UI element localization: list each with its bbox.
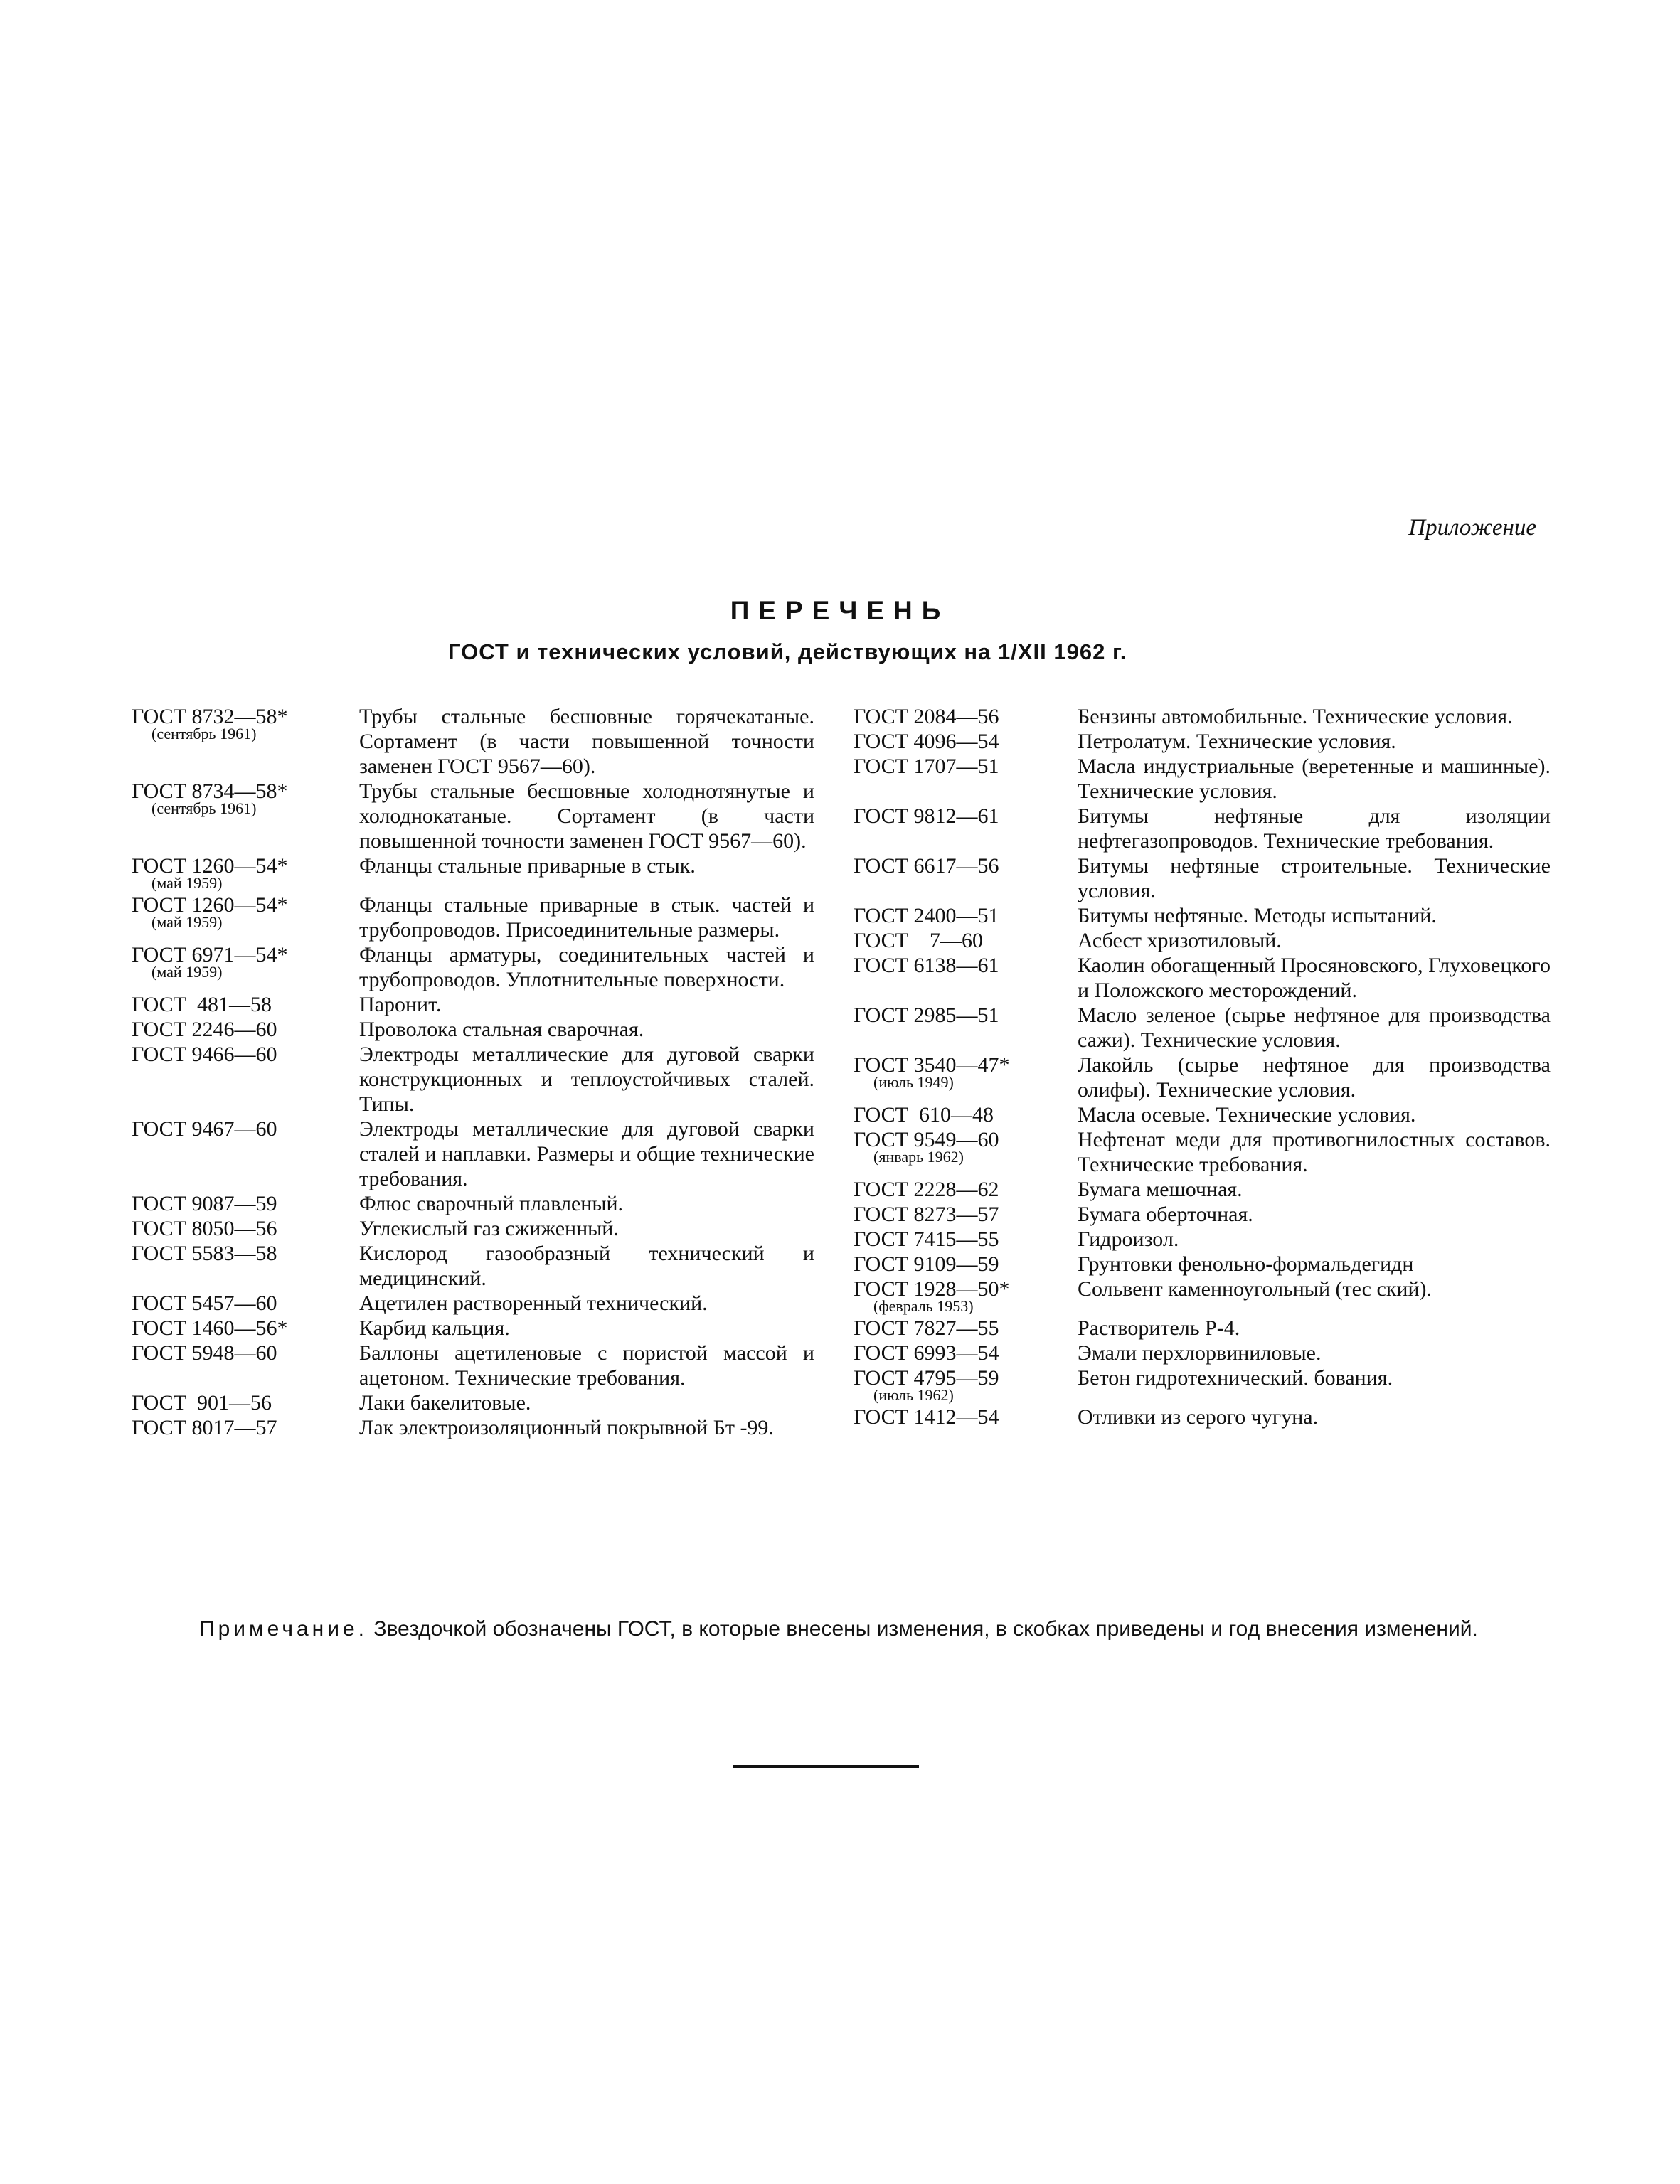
- gost-code-cell: [132, 1390, 359, 1415]
- gost-number: ГОСТ 9467—60: [132, 1117, 277, 1141]
- gost-number: ГОСТ 6971—54*: [132, 943, 288, 966]
- gost-amendment-date: (январь 1962): [873, 1148, 964, 1166]
- gost-code-cell: [854, 704, 1078, 729]
- gost-code-cell: [132, 893, 359, 932]
- gost-description: Отливки из серого чугуна.: [1078, 1405, 1319, 1429]
- gost-number: ГОСТ 9109—59: [854, 1252, 999, 1276]
- gost-description: Лак электроизоляционный покрывной Бт -99.: [359, 1416, 774, 1439]
- gost-number: ГОСТ 7827—55: [854, 1316, 999, 1340]
- end-rule: [733, 1765, 919, 1768]
- gost-entry: [132, 1316, 814, 1341]
- gost-description: Масла осевые. Технические условия.: [1078, 1103, 1416, 1126]
- gost-entry: [132, 1341, 814, 1390]
- gost-number: ГОСТ 1412—54: [854, 1405, 999, 1429]
- appendix-label: Приложение: [1408, 515, 1536, 540]
- gost-entry: [854, 754, 1551, 804]
- gost-code-cell: [854, 729, 1078, 754]
- page-subtitle: ГОСТ и технических условий, действующих на 1/XII 1962 г.: [448, 639, 1127, 664]
- gost-description: Растворитель Р-4.: [1078, 1316, 1240, 1340]
- gost-entry: [132, 704, 814, 779]
- gost-code-cell: [854, 1102, 1078, 1127]
- gost-code-cell: [132, 1341, 359, 1365]
- gost-amendment-date: (май 1959): [151, 874, 223, 892]
- gost-description: Баллоны ацетиленовые с пористой массой и ацетоном. Технические требования.: [359, 1341, 814, 1390]
- gost-code-cell: [132, 1017, 359, 1042]
- gost-number: ГОСТ 5948—60: [132, 1341, 277, 1365]
- gost-code-cell: [132, 1191, 359, 1216]
- gost-number: ГОСТ 1707—51: [854, 755, 999, 778]
- gost-code-cell: [132, 1216, 359, 1241]
- gost-description: Фланцы арматуры, соединительных частей и трубопроводов. Уплотнительные поверхности.: [359, 943, 814, 991]
- gost-entry: [854, 1227, 1551, 1252]
- gost-description: Электроды металлические для дуговой сварки конструкционных и теплоустойчивых сталей. Типы.: [359, 1043, 814, 1116]
- gost-description: Углекислый газ сжиженный.: [359, 1217, 619, 1240]
- gost-description: Кислород газообразный технический и медицинский.: [359, 1242, 814, 1290]
- gost-description: Нефтенат меди для противогнилостных составов. Технические требования.: [1078, 1128, 1551, 1176]
- gost-number: ГОСТ 3540—47*: [854, 1053, 1010, 1077]
- gost-number: ГОСТ 8050—56: [132, 1217, 277, 1240]
- gost-number: ГОСТ 2084—56: [854, 705, 999, 728]
- left-column: [132, 704, 814, 1440]
- gost-entry: [854, 1003, 1551, 1053]
- gost-entry: [854, 804, 1551, 853]
- gost-code-cell: [132, 1316, 359, 1341]
- gost-code-cell: [854, 853, 1078, 878]
- gost-number: ГОСТ 6993—54: [854, 1341, 999, 1365]
- gost-entry: [132, 1117, 814, 1191]
- gost-description: Проволока стальная сварочная.: [359, 1018, 644, 1041]
- gost-code-cell: [132, 1241, 359, 1266]
- right-column: [854, 704, 1551, 1429]
- gost-code-cell: [854, 953, 1078, 978]
- gost-number: ГОСТ 7415—55: [854, 1227, 999, 1251]
- gost-code-cell: [132, 1415, 359, 1440]
- gost-number: ГОСТ 901—56: [132, 1391, 272, 1415]
- gost-entry: [132, 942, 814, 992]
- gost-entry: [132, 1017, 814, 1042]
- gost-entry: [132, 1241, 814, 1291]
- gost-number: ГОСТ 610—48: [854, 1103, 994, 1126]
- gost-description: Эмали перхлорвиниловые.: [1078, 1341, 1322, 1365]
- gost-amendment-date: (май 1959): [151, 963, 223, 981]
- page-title: ПЕРЕЧЕНЬ: [730, 596, 950, 625]
- gost-entry: [854, 1316, 1551, 1341]
- gost-description: Лаки бакелитовые.: [359, 1391, 531, 1415]
- gost-number: ГОСТ 8732—58*: [132, 705, 288, 728]
- gost-number: ГОСТ 2985—51: [854, 1003, 999, 1027]
- gost-amendment-date: (сентябрь 1961): [151, 725, 257, 742]
- gost-code-cell: [854, 1227, 1078, 1252]
- gost-description: Ацетилен растворенный технический.: [359, 1291, 708, 1315]
- gost-number: ГОСТ 9812—61: [854, 804, 999, 828]
- gost-code-cell: [132, 992, 359, 1017]
- gost-entry: [132, 779, 814, 853]
- gost-number: ГОСТ 1460—56*: [132, 1316, 288, 1340]
- gost-description: Битумы нефтяные. Методы испытаний.: [1078, 904, 1437, 927]
- gost-number: ГОСТ 1928—50*: [854, 1277, 1010, 1301]
- gost-description: Бензины автомобильные. Технические условия.: [1078, 705, 1513, 728]
- gost-number: ГОСТ 6617—56: [854, 854, 999, 878]
- gost-code-cell: [854, 1365, 1078, 1405]
- gost-amendment-date: (февраль 1953): [873, 1297, 974, 1315]
- gost-description: Лакойль (сырье нефтяное для производства олифы). Технические условия.: [1078, 1053, 1551, 1102]
- gost-number: ГОСТ 2400—51: [854, 904, 999, 927]
- gost-code-cell: [854, 1053, 1078, 1092]
- gost-description: Трубы стальные бесшовные горячекатаные. Сортамент (в части повышенной точности заменен ГОСТ 9567—60).: [359, 705, 814, 778]
- gost-entry: [854, 1127, 1551, 1177]
- gost-code-cell: [132, 1042, 359, 1067]
- gost-description: Битумы нефтяные строительные. Технические условия.: [1078, 854, 1551, 902]
- gost-entry: [854, 704, 1551, 729]
- gost-entry: [854, 1405, 1551, 1429]
- gost-number: ГОСТ 8734—58*: [132, 779, 288, 803]
- gost-code-cell: [854, 1316, 1078, 1341]
- footnote-label: Примечание.: [199, 1617, 368, 1641]
- gost-entry: [132, 853, 814, 893]
- gost-number: ГОСТ 8273—57: [854, 1203, 999, 1226]
- gost-number: ГОСТ 9466—60: [132, 1043, 277, 1066]
- gost-code-cell: [854, 928, 1078, 953]
- gost-number: ГОСТ 5457—60: [132, 1291, 277, 1315]
- gost-entry: [132, 1415, 814, 1440]
- gost-entry: [854, 1277, 1551, 1316]
- footnote: [132, 1616, 1547, 1643]
- gost-entry: [854, 1177, 1551, 1202]
- gost-description: Сольвент каменноугольный (тес ский).: [1078, 1277, 1432, 1301]
- gost-number: ГОСТ 4096—54: [854, 730, 999, 753]
- gost-description: Грунтовки фенольно-формальдегидн: [1078, 1252, 1414, 1276]
- gost-number: ГОСТ 2246—60: [132, 1018, 277, 1041]
- gost-description: Фланцы стальные приварные в стык. частей и трубопроводов. Присоединительные размеры.: [359, 893, 814, 942]
- gost-description: Фланцы стальные приварные в стык.: [359, 854, 696, 878]
- gost-entry: [854, 903, 1551, 928]
- gost-code-cell: [132, 1117, 359, 1141]
- gost-number: ГОСТ 1260—54*: [132, 854, 288, 878]
- gost-amendment-date: (июль 1962): [873, 1386, 954, 1404]
- gost-description: Масла индустриальные (веретенные и машинные). Технические условия.: [1078, 755, 1551, 803]
- gost-description: Паронит.: [359, 993, 442, 1016]
- gost-code-cell: [132, 1291, 359, 1316]
- gost-entry: [132, 1390, 814, 1415]
- gost-code-cell: [854, 754, 1078, 779]
- gost-entry: [854, 953, 1551, 1003]
- gost-description: Бумага мешочная.: [1078, 1178, 1243, 1201]
- gost-entry: [854, 1202, 1551, 1227]
- gost-code-cell: [854, 1003, 1078, 1028]
- gost-code-cell: [854, 1341, 1078, 1365]
- gost-number: ГОСТ 8017—57: [132, 1416, 277, 1439]
- gost-code-cell: [854, 1405, 1078, 1429]
- gost-description: Трубы стальные бесшовные холоднотянутые и холоднокатаные. Сортамент (в части повышенной точности заменен ГОСТ 9567—60).: [359, 779, 814, 853]
- gost-number: ГОСТ 2228—62: [854, 1178, 999, 1201]
- gost-entry: [132, 992, 814, 1017]
- gost-code-cell: [854, 1252, 1078, 1277]
- gost-code-cell: [854, 1127, 1078, 1166]
- gost-code-cell: [854, 804, 1078, 829]
- gost-number: ГОСТ 6138—61: [854, 954, 999, 977]
- gost-entry: [132, 893, 814, 942]
- gost-entry: [132, 1291, 814, 1316]
- gost-entry: [854, 729, 1551, 754]
- gost-number: ГОСТ 9549—60: [854, 1128, 999, 1151]
- gost-code-cell: [854, 1202, 1078, 1227]
- gost-description: Каолин обогащенный Просяновского, Глуховецкого и Положского месторождений.: [1078, 954, 1551, 1002]
- gost-number: ГОСТ 481—58: [132, 993, 272, 1016]
- gost-description: Электроды металлические для дуговой сварки сталей и наплавки. Размеры и общие технические требования.: [359, 1117, 814, 1190]
- gost-description: Битумы нефтяные для изоляции нефтегазопроводов. Технические требования.: [1078, 804, 1551, 853]
- gost-entry: [854, 1102, 1551, 1127]
- gost-code-cell: [854, 1277, 1078, 1316]
- gost-description: Гидроизол.: [1078, 1227, 1179, 1251]
- gost-description: Флюс сварочный плавленый.: [359, 1192, 624, 1215]
- gost-amendment-date: (сентябрь 1961): [151, 799, 257, 817]
- gost-description: Асбест хризотиловый.: [1078, 929, 1282, 952]
- gost-entry: [132, 1191, 814, 1216]
- gost-number: ГОСТ 7—60: [854, 929, 983, 952]
- gost-entry: [854, 1053, 1551, 1102]
- gost-code-cell: [132, 853, 359, 893]
- gost-code-cell: [132, 942, 359, 981]
- gost-description: Бетон гидротехнический. бования.: [1078, 1366, 1393, 1390]
- gost-description: Карбид кальция.: [359, 1316, 510, 1340]
- gost-code-cell: [132, 779, 359, 818]
- gost-entry: [854, 853, 1551, 903]
- gost-description: Бумага оберточная.: [1078, 1203, 1253, 1226]
- gost-entry: [854, 1252, 1551, 1277]
- gost-number: ГОСТ 4795—59: [854, 1366, 999, 1390]
- gost-number: ГОСТ 5583—58: [132, 1242, 277, 1265]
- gost-description: Петролатум. Технические условия.: [1078, 730, 1396, 753]
- gost-number: ГОСТ 9087—59: [132, 1192, 277, 1215]
- gost-entry: [854, 1341, 1551, 1365]
- gost-code-cell: [854, 1177, 1078, 1202]
- gost-entry: [854, 928, 1551, 953]
- gost-description: Масло зеленое (сырье нефтяное для производства сажи). Технические условия.: [1078, 1003, 1551, 1052]
- gost-entry: [132, 1042, 814, 1117]
- gost-entry: [132, 1216, 814, 1241]
- gost-code-cell: [854, 903, 1078, 928]
- gost-amendment-date: (июль 1949): [873, 1073, 954, 1091]
- footnote-text: Звездочкой обозначены ГОСТ, в которые внесены изменения, в скобках приведены и год внесения изменений.: [373, 1617, 1478, 1641]
- gost-entry: [854, 1365, 1551, 1405]
- gost-amendment-date: (май 1959): [151, 913, 223, 931]
- gost-number: ГОСТ 1260—54*: [132, 893, 288, 917]
- gost-code-cell: [132, 704, 359, 743]
